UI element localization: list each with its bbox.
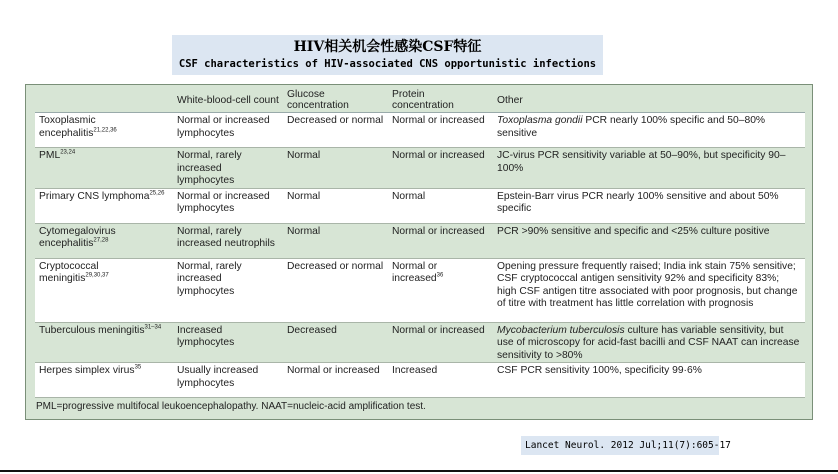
row-name: Toxoplasmic encephalitis$^{21,22,36}$	[35, 113, 173, 148]
row-other: Opening pressure frequently raised; India ink stain 75% sensitive; CSF cryptococcal antigen sensitivity 92% and specificity 83%; high CSF antigen titre associated with poor prognosis, but change of titre with treatment has little correlation with prognosis	[493, 258, 805, 322]
bottom-divider	[0, 470, 838, 472]
row-other: JC-virus PCR sensitivity variable at 50–90%, but specificity 90–100%	[493, 148, 805, 189]
row-protein: Increased	[388, 363, 493, 398]
row-wbc: Increased lymphocytes	[173, 322, 283, 363]
row-glucose: Normal	[283, 223, 388, 258]
citation: Lancet Neurol. 2012 Jul;11(7):605-17	[521, 436, 719, 455]
header-infection	[35, 88, 173, 113]
row-protein: Normal or increased	[388, 113, 493, 148]
row-wbc: Normal or increased lymphocytes	[173, 113, 283, 148]
table-row	[35, 148, 805, 189]
row-refs: 21,22,36	[93, 127, 117, 134]
title-box	[172, 35, 603, 75]
row-name: Herpes simplex virus$^{35}$	[35, 363, 173, 398]
row-other: Epstein-Barr virus PCR nearly 100% sensitive and about 50% specific	[493, 188, 805, 223]
row-name: Primary CNS lymphoma$^{25,26}$	[35, 188, 173, 223]
table-row	[35, 188, 805, 223]
header-glucose: Glucose concentration	[283, 88, 388, 113]
table-row	[35, 223, 805, 258]
row-wbc: Normal, rarely increased lymphocytes	[173, 258, 283, 322]
row-protein: Normal	[388, 188, 493, 223]
row-other: Toxoplasma gondii PCR nearly 100% specific and 50–80% sensitive	[493, 113, 805, 148]
row-wbc: Normal, rarely increased neutrophils	[173, 223, 283, 258]
row-refs: 23,24	[60, 149, 76, 156]
row-protein: Normal or increased	[388, 322, 493, 363]
header-other: Other	[493, 88, 805, 113]
table-header-row	[35, 88, 805, 113]
table-row	[35, 322, 805, 363]
row-glucose: Normal	[283, 148, 388, 189]
row-protein: Normal or increased	[388, 148, 493, 189]
row-wbc: Usually increased lymphocytes	[173, 363, 283, 398]
row-other: CSF PCR sensitivity 100%, specificity 99·6%	[493, 363, 805, 398]
row-refs: 29,30,37	[85, 272, 109, 279]
table-row	[35, 258, 805, 322]
row-refs: 27,28	[93, 237, 109, 244]
row-glucose: Decreased or normal	[283, 113, 388, 148]
row-other: Mycobacterium tuberculosis culture has variable sensitivity, but use of microscopy for acid-fast bacilli and CSF NAAT can increase sensitivity to >80%	[493, 322, 805, 363]
row-name: Cytomegalovirus encephalitis$^{27,28}$	[35, 223, 173, 258]
row-refs: 25,26	[149, 190, 165, 197]
row-refs: 31–34	[144, 324, 162, 331]
row-protein: Normal or increased	[388, 223, 493, 258]
table-row	[35, 363, 805, 398]
table-row	[35, 113, 805, 148]
row-refs: 35	[134, 364, 142, 371]
row-other: PCR >90% sensitive and specific and <25% culture positive	[493, 223, 805, 258]
row-name: PML$^{23,24}$	[35, 148, 173, 189]
header-wbc: White-blood-cell count	[173, 88, 283, 113]
row-protein: Normal or increased$^{36}$	[388, 258, 493, 322]
row-name: Cryptococcal meningitis$^{29,30,37}$	[35, 258, 173, 322]
csf-table	[35, 88, 805, 398]
row-glucose: Decreased or normal	[283, 258, 388, 322]
title-chinese: HIV相关机会性感染CSF特征	[293, 39, 482, 55]
row-glucose: Normal	[283, 188, 388, 223]
table-panel	[25, 84, 813, 420]
row-wbc: Normal, rarely increased lymphocytes	[173, 148, 283, 189]
header-protein: Protein concentration	[388, 88, 493, 113]
row-name: Tuberculous meningitis$^{31-34}$	[35, 322, 173, 363]
table-footnote: PML=progressive multifocal leukoencephalopathy. NAAT=nucleic-acid amplification test.	[36, 401, 426, 412]
title-english: CSF characteristics of HIV-associated CNS opportunistic infections	[178, 58, 597, 70]
row-glucose: Normal or increased	[283, 363, 388, 398]
row-glucose: Decreased	[283, 322, 388, 363]
row-wbc: Normal or increased lymphocytes	[173, 188, 283, 223]
